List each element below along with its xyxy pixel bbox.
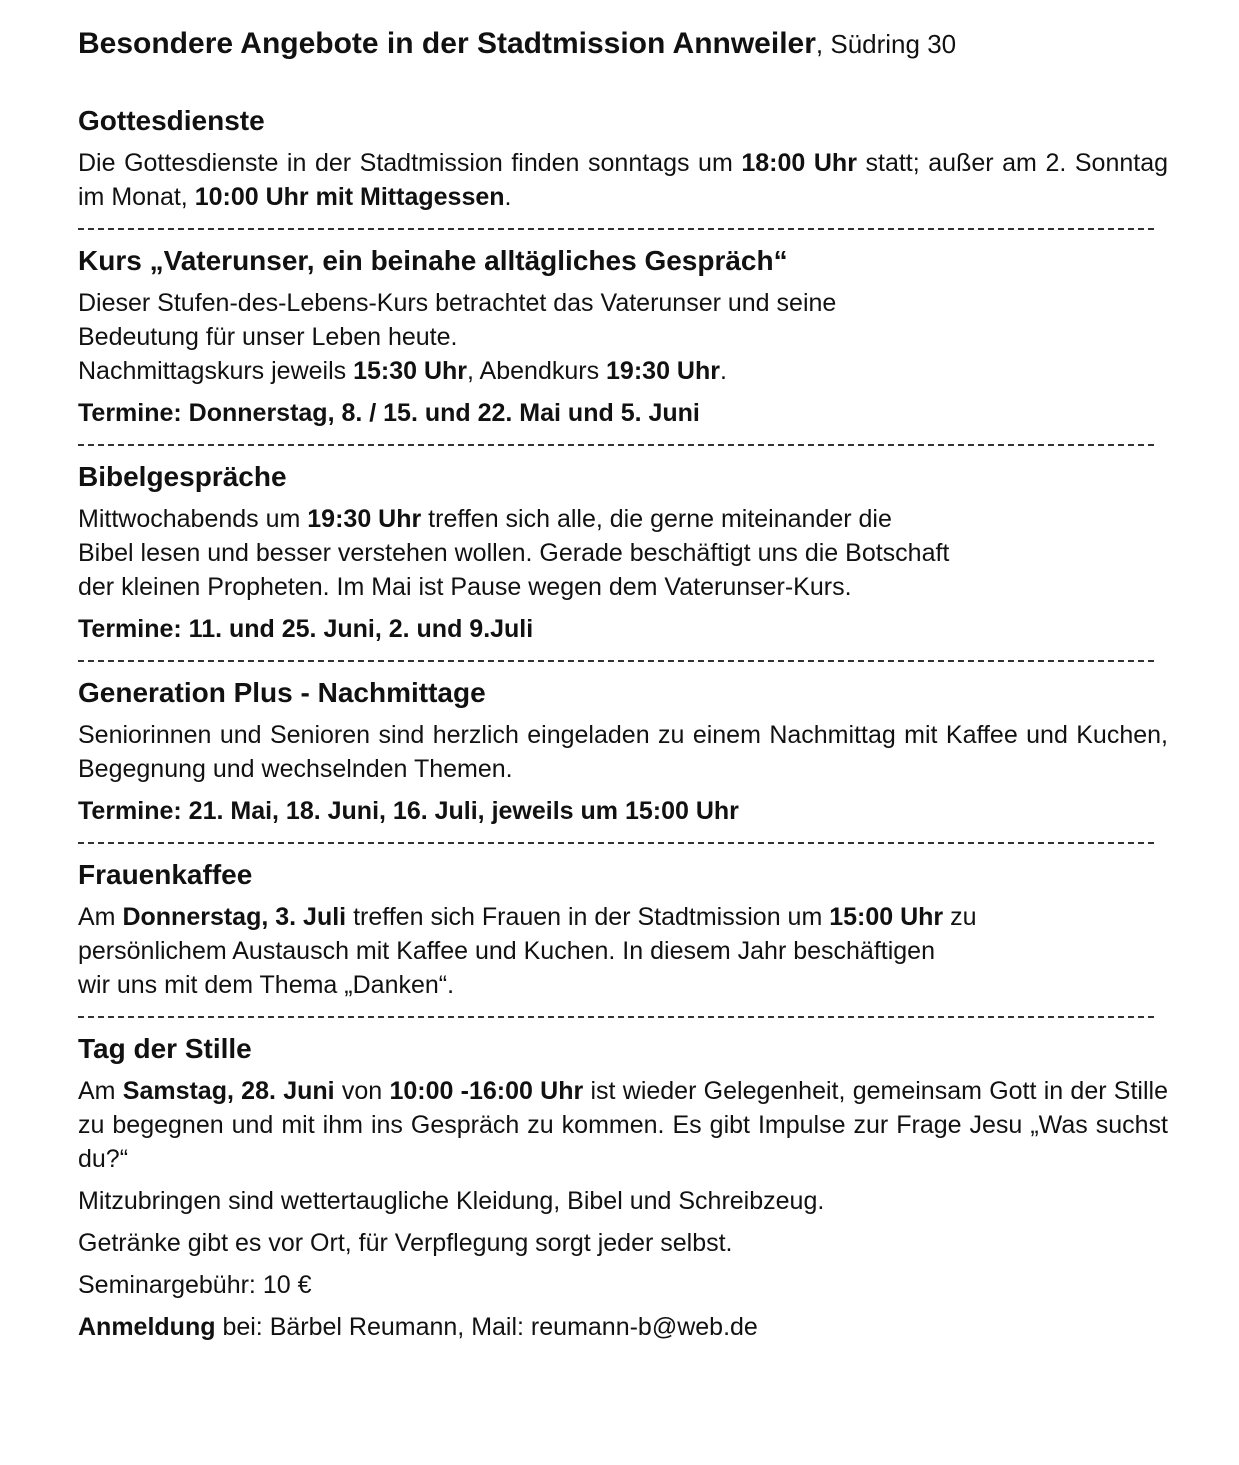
section-text-line — [78, 900, 1168, 934]
section-text-line: wir uns mit dem Thema „Danken“. — [78, 971, 455, 999]
section-heading: Gottesdienste — [78, 105, 265, 136]
text-run: ist wieder Gelegenheit, gemeinsam Gott in der Stille zu begegnen und mit ihm ins Gespräch zu kommen. Es gibt Impulse zur Frage Jesu „Was suchst du?“ — [78, 1077, 1168, 1173]
section-heading: Bibelgespräche — [78, 461, 287, 492]
section-gottesdienste — [78, 102, 1168, 214]
anmeldung-label: Anmeldung — [78, 1313, 216, 1341]
highlight-date: Donnerstag, 3. Juli — [122, 903, 347, 931]
dashed-divider — [78, 228, 1154, 230]
dashed-divider — [78, 1016, 1154, 1018]
text-run: von — [334, 1077, 390, 1105]
section-text-line: Seminargebühr: 10 € — [78, 1271, 312, 1299]
text-run: Am — [78, 903, 123, 931]
text-run: Nachmittagskurs jeweils — [78, 357, 354, 385]
highlight-time: 18:00 Uhr — [741, 149, 857, 177]
section-kurs — [78, 242, 1168, 430]
section-text-line: Mitzubringen sind wettertaugliche Kleidung, Bibel und Schreibzeug. — [78, 1187, 825, 1215]
section-text-line: Bibel lesen und besser verstehen wollen. Gerade beschäftigt uns die Botschaft — [78, 539, 950, 567]
highlight-time: 10:00 -16:00 Uhr — [389, 1077, 584, 1105]
text-run: , Abendkurs — [467, 357, 607, 385]
highlight-time: 15:30 Uhr — [353, 357, 468, 385]
text-run: Am — [78, 1077, 123, 1105]
flyer-page — [78, 24, 1168, 1344]
section-tag-der-stille — [78, 1030, 1168, 1344]
highlight-time: 19:30 Uhr — [307, 505, 422, 533]
title-text: Besondere Angebote in der Stadtmission Annweiler — [78, 27, 816, 60]
anmeldung-contact: bei: Bärbel Reumann, Mail: reumann-b@web.de — [215, 1313, 758, 1341]
text-run: treffen sich Frauen in der Stadtmission um — [346, 903, 830, 931]
section-text-line: der kleinen Propheten. Im Mai ist Pause wegen dem Vaterunser-Kurs. — [78, 573, 852, 601]
highlight-time: 10:00 Uhr mit Mittagessen — [194, 183, 505, 211]
section-text-line: persönlichem Austausch mit Kaffee und Kuchen. In diesem Jahr beschäftigen — [78, 937, 935, 965]
section-heading: Kurs „Vaterunser, ein beinahe alltägliches Gespräch“ — [78, 245, 788, 276]
termine-line: Termine: Donnerstag, 8. / 15. und 22. Mai und 5. Juni — [78, 399, 700, 427]
termine-line: Termine: 11. und 25. Juni, 2. und 9.Juli — [78, 615, 534, 643]
highlight-time: 15:00 Uhr — [829, 903, 944, 931]
text-run: . — [504, 183, 512, 211]
title-address: , Südring 30 — [815, 29, 957, 59]
text-run: zu — [943, 903, 977, 931]
text-run: Die Gottesdienste in der Stadtmission finden sonntags um — [78, 149, 742, 177]
section-text-line — [78, 354, 1168, 388]
text-run: Mittwochabends um — [78, 505, 308, 533]
text-run: treffen sich alle, die gerne miteinander die — [421, 505, 892, 533]
section-heading: Tag der Stille — [78, 1033, 252, 1064]
dashed-divider — [78, 660, 1154, 662]
section-bibel — [78, 458, 1168, 646]
section-text-line: Getränke gibt es vor Ort, für Verpflegung sorgt jeder selbst. — [78, 1229, 733, 1257]
section-text — [78, 1074, 1168, 1176]
section-text-line: Dieser Stufen-des-Lebens-Kurs betrachtet das Vaterunser und seine — [78, 289, 837, 317]
dashed-divider — [78, 444, 1154, 446]
dashed-divider — [78, 842, 1154, 844]
section-heading: Frauenkaffee — [78, 859, 253, 890]
section-text-line: Bedeutung für unser Leben heute. — [78, 323, 458, 351]
section-text: Seniorinnen und Senioren sind herzlich eingeladen zu einem Nachmittag mit Kaffee und Kuchen, Begegnung und wechselnden Themen. — [78, 721, 1168, 783]
termine-line: Termine: 21. Mai, 18. Juni, 16. Juli, jeweils um 15:00 Uhr — [78, 797, 739, 825]
section-text — [78, 146, 1168, 214]
highlight-time: 19:30 Uhr — [606, 357, 720, 385]
section-heading: Generation Plus - Nachmittage — [78, 677, 486, 708]
text-run: statt; außer am 2. Sonntag im Monat, — [78, 149, 1168, 211]
section-frauenkaffee — [78, 856, 1168, 1002]
anmeldung-line — [78, 1310, 1168, 1344]
highlight-date: Samstag, 28. Juni — [122, 1077, 335, 1105]
section-generation-plus — [78, 674, 1168, 828]
text-run: . — [719, 357, 727, 385]
section-text-line — [78, 502, 1168, 536]
page-title — [78, 24, 1168, 64]
